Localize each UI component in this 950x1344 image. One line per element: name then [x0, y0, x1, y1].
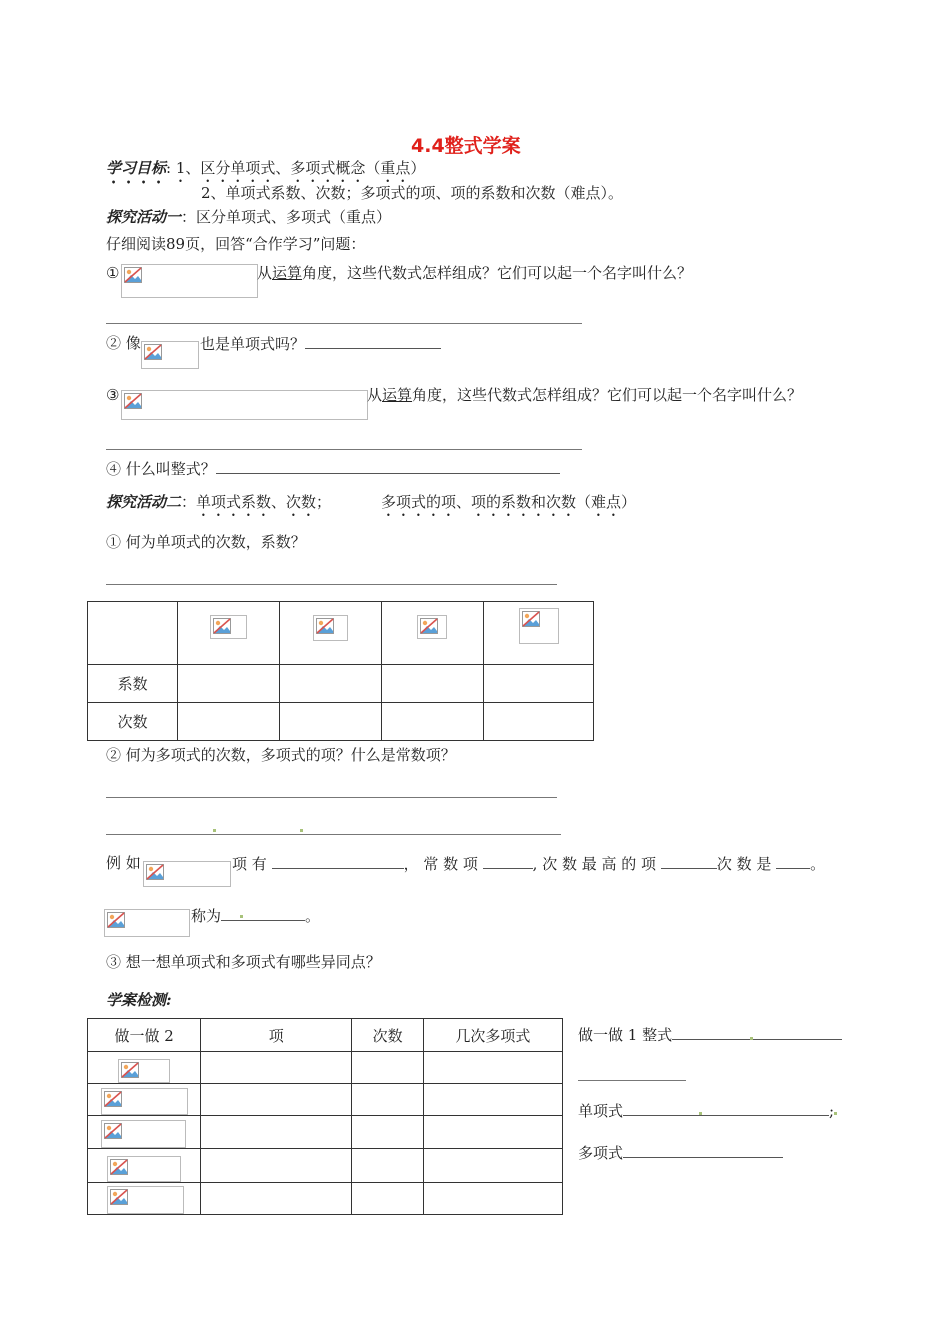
table-cell[interactable]	[352, 1116, 424, 1149]
broken-image-icon	[522, 611, 540, 627]
answer-line	[106, 797, 557, 798]
answer-line	[106, 323, 582, 324]
goal-item-2: 2、单项式系数、次数；多项式的项、项的系数和次数（难点）。	[201, 184, 624, 202]
goals-line-1: 学习目标: 1、区分单项式、多项式概念（重点）	[106, 159, 426, 177]
answer-line	[578, 1080, 686, 1081]
table-cell[interactable]	[382, 665, 484, 703]
activity2-q3: ③ 想一想单项式和多项式有哪些异同点？	[106, 953, 381, 971]
formula-image-q1	[121, 264, 258, 298]
table-cell[interactable]	[201, 1052, 352, 1084]
table-cell[interactable]	[201, 1149, 352, 1183]
formula-image-example	[143, 861, 231, 887]
table-corner-cell	[88, 602, 178, 665]
activity2-q2: ② 何为多项式的次数，多项式的项？什么是常数项？	[106, 746, 456, 764]
formula-image	[107, 1156, 181, 1182]
side-polynomial: 多项式	[578, 1142, 783, 1163]
answer-blank[interactable]	[305, 333, 441, 349]
header-cell: 项	[201, 1019, 352, 1052]
q3-mark: ③	[106, 386, 120, 404]
formula-cell	[88, 1149, 201, 1183]
header-cell: 做一做 2	[88, 1019, 201, 1052]
broken-image-icon	[104, 1123, 122, 1139]
broken-image-icon	[146, 864, 164, 880]
monomial-image-cell	[484, 602, 594, 665]
q4-question: ④ 什么叫整式？	[106, 458, 560, 479]
highest-term-blank[interactable]	[661, 853, 717, 869]
table-cell[interactable]	[423, 1183, 562, 1215]
formula-cell	[88, 1052, 201, 1084]
polynomial-blank[interactable]	[623, 1142, 783, 1158]
called-sentence: 称为 。	[191, 907, 321, 925]
activity1-heading	[106, 207, 391, 227]
broken-image-icon	[316, 618, 334, 634]
table-cell[interactable]	[484, 703, 594, 741]
page-title: 4.4整式学案	[411, 135, 521, 157]
answer-line	[106, 584, 557, 585]
example-sentence: 项 有 ， 常 数 项 , 次 数 最 高 的 项 次 数 是 。	[232, 855, 826, 873]
formula-image	[107, 1186, 184, 1214]
q2-mark: ② 像	[106, 334, 141, 352]
constant-blank[interactable]	[483, 853, 533, 869]
broken-image-icon	[124, 267, 142, 283]
q1-mark: ①	[106, 264, 120, 282]
side-monomial: 单项式 ;	[578, 1102, 835, 1120]
header-cell: 几次多项式	[423, 1019, 562, 1052]
formula-image	[417, 615, 447, 639]
row-label-degree: 次数	[88, 703, 178, 741]
formula-image	[210, 615, 247, 639]
activity2-text2: 多项式的项、项的系数和次数（难点）	[381, 493, 637, 511]
q3-question: 从运算角度，这些代数式怎样组成？它们可以起一个名字叫什么？	[367, 386, 803, 404]
called-blank[interactable]	[221, 905, 305, 921]
formula-image	[313, 615, 348, 641]
activity2-label: 探究活动二	[106, 493, 182, 511]
table-cell[interactable]	[280, 665, 382, 703]
table-cell[interactable]	[423, 1116, 562, 1149]
broken-image-icon	[104, 1091, 122, 1107]
activity2-heading	[106, 492, 331, 520]
broken-image-icon	[110, 1189, 128, 1205]
monomial-image-cell	[280, 602, 382, 665]
broken-image-icon	[213, 618, 231, 634]
table-cell[interactable]	[201, 1183, 352, 1215]
broken-image-icon	[144, 344, 162, 360]
mark-dot	[300, 829, 303, 832]
table-cell[interactable]	[280, 703, 382, 741]
activity2-q1: ① 何为单项式的次数，系数？	[106, 533, 306, 551]
broken-image-icon	[107, 912, 125, 928]
row-label-coefficient: 系数	[88, 665, 178, 703]
formula-image	[118, 1059, 170, 1083]
table-cell[interactable]	[201, 1084, 352, 1116]
formula-image-q2	[141, 341, 199, 369]
formula-image-q3	[121, 390, 368, 420]
activity1-text: ：区分单项式、多项式（重点）	[181, 208, 392, 226]
goal-item-1: 1、区分单项式、多项式概念（重点）	[175, 159, 426, 177]
degree-blank[interactable]	[776, 853, 810, 869]
table-cell[interactable]	[178, 703, 280, 741]
formula-image	[101, 1120, 186, 1148]
monomial-image-cell	[178, 602, 280, 665]
formula-image	[519, 608, 559, 644]
integral-blank[interactable]	[672, 1024, 842, 1040]
activity2-text: ：单项式系数、次数；	[181, 493, 332, 511]
table-cell[interactable]	[178, 665, 280, 703]
monomial-table	[87, 601, 594, 741]
broken-image-icon	[110, 1159, 128, 1175]
table-cell[interactable]	[352, 1183, 424, 1215]
mark-dot	[834, 1112, 837, 1115]
answer-line	[106, 449, 582, 450]
side-integral-expr: 做一做 1 整式	[578, 1024, 842, 1045]
table-cell[interactable]	[423, 1084, 562, 1116]
monomial-image-cell	[382, 602, 484, 665]
formula-cell	[88, 1183, 201, 1215]
broken-image-icon	[121, 1062, 139, 1078]
activity1-label: 探究活动一	[106, 208, 182, 226]
answer-line	[106, 834, 561, 835]
formula-image	[101, 1088, 188, 1115]
mark-dot	[699, 1112, 702, 1115]
example-prefix: 例 如	[106, 854, 141, 872]
formula-image-called	[104, 909, 190, 937]
activity1-read: 仔细阅读89页，回答“合作学习”问题：	[106, 235, 366, 253]
mark-dot	[750, 1037, 753, 1040]
q2-question: 也是单项式吗？	[200, 333, 441, 354]
q1-question: 从运算角度，这些代数式怎样组成？它们可以起一个名字叫什么？	[257, 264, 693, 282]
monomial-blank[interactable]	[623, 1100, 829, 1116]
header-cell: 次数	[352, 1019, 424, 1052]
table-cell[interactable]	[352, 1149, 424, 1183]
table-cell[interactable]	[423, 1052, 562, 1084]
table-cell[interactable]	[201, 1116, 352, 1149]
terms-blank[interactable]	[272, 853, 404, 869]
formula-cell	[88, 1084, 201, 1116]
check-table	[87, 1018, 563, 1215]
table-cell[interactable]	[382, 703, 484, 741]
mark-dot	[213, 829, 216, 832]
table-cell[interactable]	[352, 1084, 424, 1116]
broken-image-icon	[420, 618, 438, 634]
goals-label: 学习目标	[106, 159, 167, 177]
table-cell[interactable]	[352, 1052, 424, 1084]
mark-dot	[240, 915, 243, 918]
broken-image-icon	[124, 393, 142, 409]
check-heading: 学案检测:	[106, 991, 172, 1009]
table-cell[interactable]	[423, 1149, 562, 1183]
answer-blank[interactable]	[216, 458, 560, 474]
table-cell[interactable]	[484, 665, 594, 703]
formula-cell	[88, 1116, 201, 1149]
